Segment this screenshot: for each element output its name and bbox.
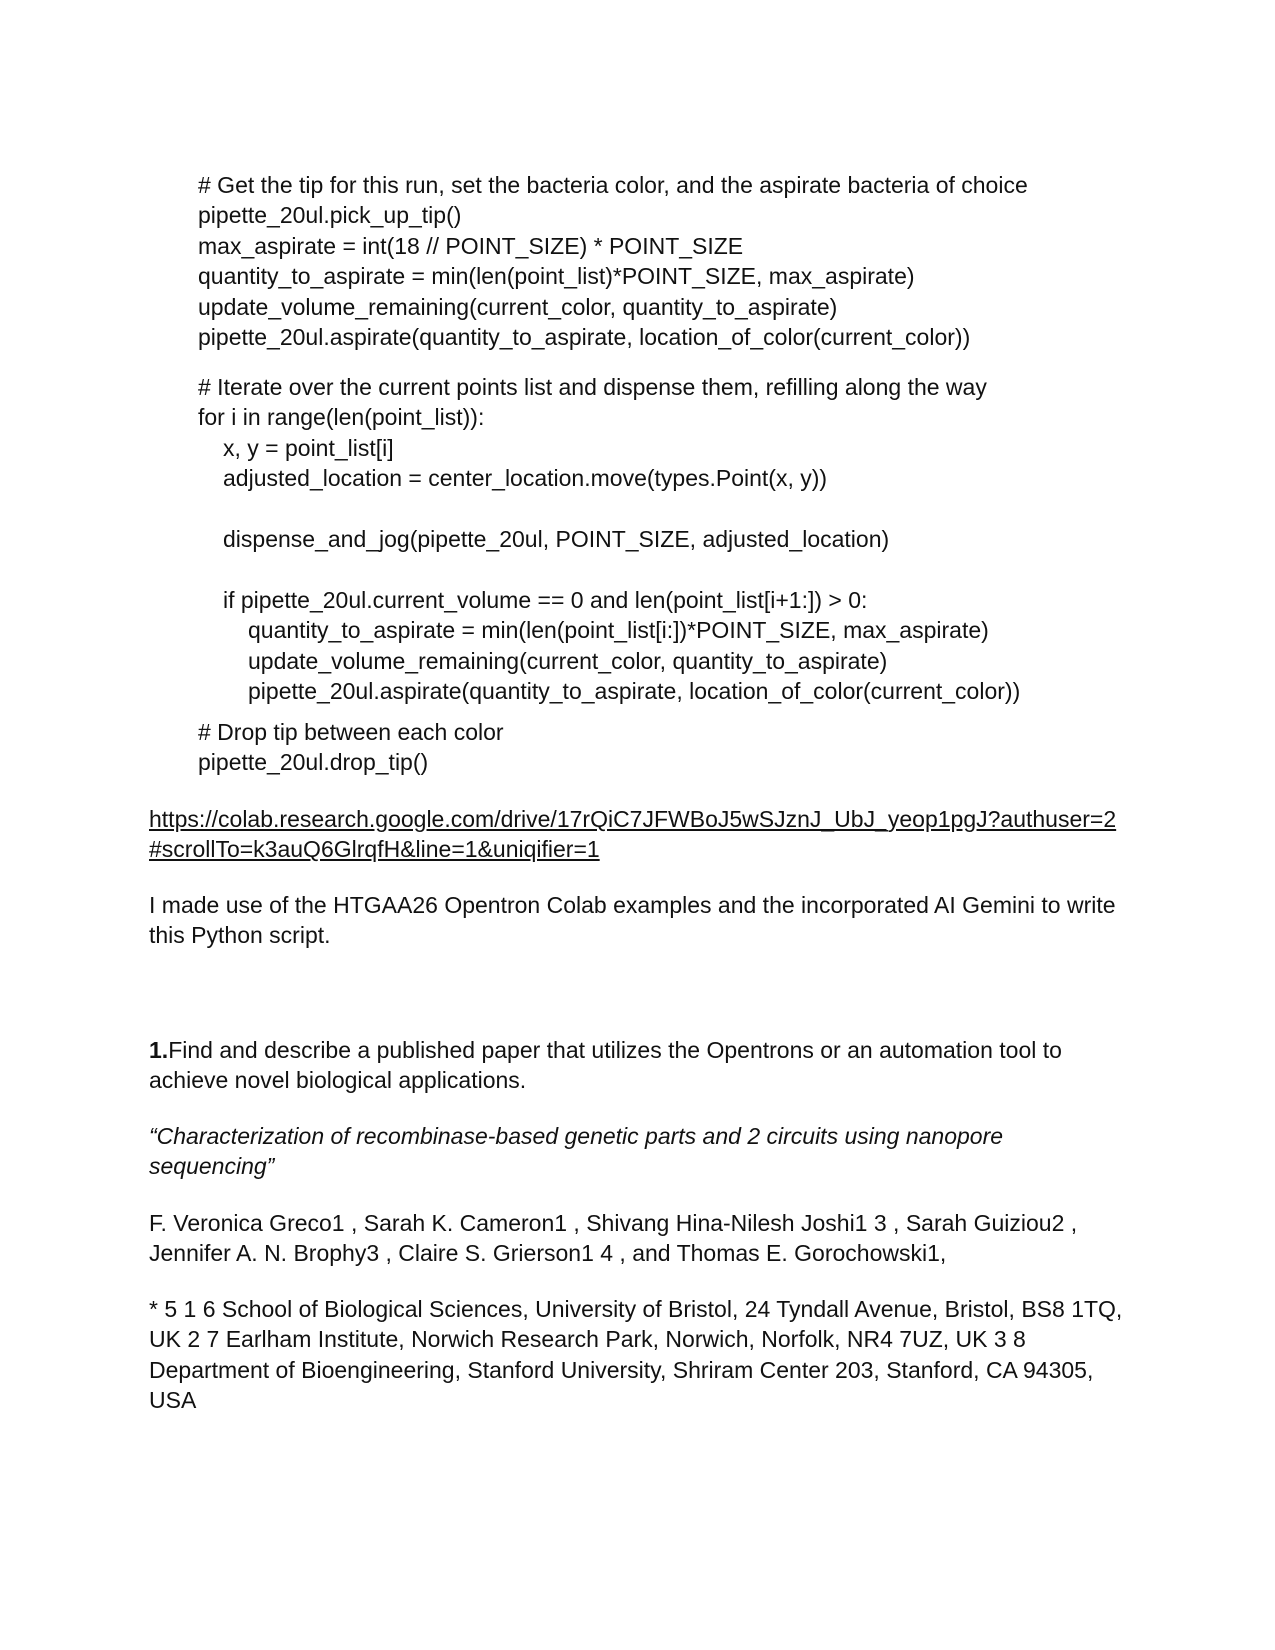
code-line: pipette_20ul.aspirate(quantity_to_aspirate, location_of_color(current_color)) (248, 677, 1021, 704)
affiliations-line: * 5 1 6 School of Biological Sciences, University of Bristol, 24 Tyndall Avenue, Bristol, BS8 1TQ, (149, 1296, 1123, 1322)
code-line: pipette_20ul.pick_up_tip() (198, 202, 462, 229)
question-line-2: achieve novel biological applications. (149, 1067, 527, 1094)
paper-title (149, 1121, 1149, 1182)
code-block-tip-setup (198, 170, 1198, 352)
code-block-iterate (198, 372, 1198, 706)
code-line: adjusted_location = center_location.move(types.Point(x, y)) (223, 465, 828, 492)
authors-line: Jennifer A. N. Brophy3 , Claire S. Grierson1 4 , and Thomas E. Gorochowski1, (149, 1240, 947, 1267)
code-block-drop-tip (198, 717, 1198, 778)
code-line: dispense_and_jog(pipette_20ul, POINT_SIZE, adjusted_location) (223, 525, 890, 552)
note-paragraph (149, 890, 1149, 951)
code-line: pipette_20ul.aspirate(quantity_to_aspirate, location_of_color(current_color)) (198, 323, 971, 350)
paper-title-line: sequencing” (149, 1153, 275, 1180)
code-line: for i in range(len(point_list)): (198, 404, 485, 431)
colab-link-line-1[interactable]: https://colab.research.google.com/drive/17rQiC7JFWBoJ5wSJznJ_UbJ_yeop1pgJ?authuser=2 (149, 806, 1117, 832)
code-line: update_volume_remaining(current_color, quantity_to_aspirate) (198, 293, 838, 320)
affiliations-line: Department of Bioengineering, Stanford University, Shriram Center 203, Stanford, CA 94305, (149, 1356, 1094, 1383)
code-line: quantity_to_aspirate = min(len(point_list)*POINT_SIZE, max_aspirate) (198, 263, 915, 290)
code-line: # Get the tip for this run, set the bacteria color, and the aspirate bacteria of choice (198, 172, 1028, 198)
question-paragraph (149, 1035, 1149, 1096)
affiliations-line: USA (149, 1387, 197, 1414)
code-line: update_volume_remaining(current_color, quantity_to_aspirate) (248, 647, 888, 674)
code-blank-line (198, 554, 1198, 584)
code-line: max_aspirate = int(18 // POINT_SIZE) * POINT_SIZE (198, 232, 744, 259)
paper-title-line: “Characterization of recombinase-based genetic parts and 2 circuits using nanopore (149, 1123, 1004, 1149)
colab-link[interactable] (149, 804, 1149, 865)
code-line: pipette_20ul.drop_tip() (198, 749, 429, 776)
question-text: Find and describe a published paper that utilizes the Opentrons or an automation tool to (168, 1037, 1062, 1063)
question-line (149, 1035, 1149, 1065)
code-blank-line (198, 494, 1198, 524)
colab-link-line-2[interactable]: #scrollTo=k3auQ6GlrqfH&line=1&uniqifier=1 (149, 836, 600, 863)
code-line: quantity_to_aspirate = min(len(point_list[i:])*POINT_SIZE, max_aspirate) (248, 617, 989, 644)
affiliations-paragraph (149, 1294, 1149, 1416)
note-line: I made use of the HTGAA26 Opentron Colab examples and the incorporated AI Gemini to write (149, 892, 1116, 918)
authors-paragraph (149, 1208, 1149, 1269)
affiliations-line: UK 2 7 Earlham Institute, Norwich Research Park, Norwich, Norfolk, NR4 7UZ, UK 3 8 (149, 1326, 1026, 1353)
code-comment: # Iterate over the current points list and dispense them, refilling along the way (198, 374, 987, 400)
code-line: if pipette_20ul.current_volume == 0 and len(point_list[i+1:]) > 0: (223, 586, 868, 613)
question-number: 1. (149, 1037, 169, 1063)
code-comment: # Drop tip between each color (198, 719, 504, 745)
note-line: this Python script. (149, 922, 331, 949)
authors-line: F. Veronica Greco1 , Sarah K. Cameron1 , Shivang Hina-Nilesh Joshi1 3 , Sarah Guiziou2 , (149, 1210, 1078, 1236)
code-line: x, y = point_list[i] (223, 434, 394, 461)
